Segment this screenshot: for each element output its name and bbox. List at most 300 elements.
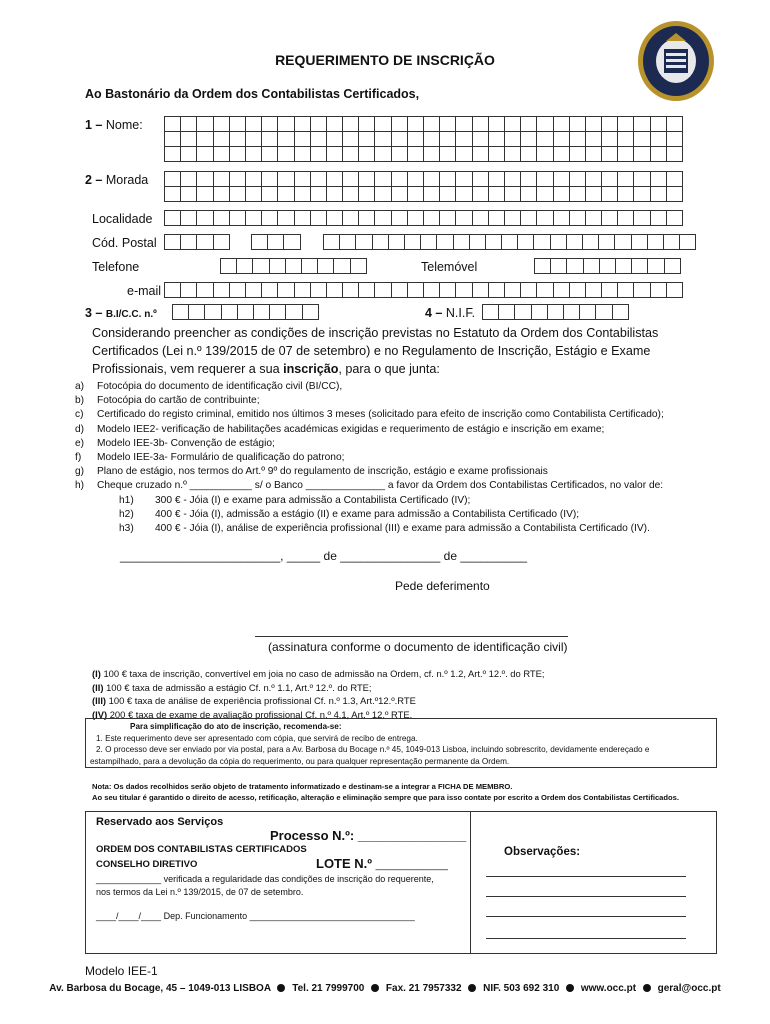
char-box[interactable] — [666, 186, 683, 202]
char-box[interactable] — [204, 304, 221, 320]
char-box[interactable] — [472, 186, 489, 202]
char-box[interactable] — [455, 282, 472, 298]
char-box[interactable] — [180, 282, 197, 298]
char-box[interactable] — [391, 116, 408, 132]
char-box[interactable] — [213, 131, 230, 147]
char-box[interactable] — [261, 186, 278, 202]
char-box[interactable] — [342, 146, 359, 162]
char-box[interactable] — [294, 171, 311, 187]
char-box[interactable] — [423, 210, 440, 226]
char-box[interactable] — [504, 210, 521, 226]
char-box[interactable] — [633, 171, 650, 187]
char-box[interactable] — [488, 116, 505, 132]
char-box[interactable] — [423, 171, 440, 187]
char-box[interactable] — [472, 282, 489, 298]
char-box[interactable] — [536, 210, 553, 226]
char-box[interactable] — [277, 116, 294, 132]
char-box[interactable] — [374, 210, 391, 226]
char-box[interactable] — [553, 186, 570, 202]
char-box[interactable] — [261, 146, 278, 162]
char-box[interactable] — [534, 258, 551, 274]
char-box[interactable] — [285, 304, 302, 320]
cod-postal-grid-b[interactable] — [251, 234, 300, 249]
char-box[interactable] — [269, 258, 286, 274]
char-box[interactable] — [213, 116, 230, 132]
char-box[interactable] — [598, 234, 615, 250]
char-box[interactable] — [196, 186, 213, 202]
char-box[interactable] — [569, 210, 586, 226]
obs-line-4[interactable] — [486, 938, 686, 939]
footer-email[interactable]: geral@occ.pt — [657, 983, 721, 994]
char-box[interactable] — [180, 116, 197, 132]
char-box[interactable] — [439, 282, 456, 298]
char-box[interactable] — [553, 282, 570, 298]
char-box[interactable] — [220, 258, 237, 274]
char-box[interactable] — [285, 258, 302, 274]
char-box[interactable] — [301, 258, 318, 274]
char-box[interactable] — [650, 146, 667, 162]
char-box[interactable] — [423, 116, 440, 132]
char-box[interactable] — [595, 304, 612, 320]
char-box[interactable] — [407, 282, 424, 298]
char-box[interactable] — [633, 186, 650, 202]
char-box[interactable] — [310, 171, 327, 187]
char-box[interactable] — [569, 116, 586, 132]
char-box[interactable] — [585, 186, 602, 202]
char-box[interactable] — [614, 234, 631, 250]
char-box[interactable] — [229, 282, 246, 298]
char-box[interactable] — [333, 258, 350, 274]
char-box[interactable] — [229, 116, 246, 132]
char-box[interactable] — [213, 171, 230, 187]
char-box[interactable] — [196, 282, 213, 298]
char-box[interactable] — [601, 131, 618, 147]
char-box[interactable] — [666, 116, 683, 132]
char-box[interactable] — [579, 304, 596, 320]
char-box[interactable] — [488, 186, 505, 202]
char-box[interactable] — [269, 304, 286, 320]
char-box[interactable] — [310, 131, 327, 147]
char-box[interactable] — [617, 146, 634, 162]
char-box[interactable] — [647, 234, 664, 250]
char-box[interactable] — [326, 146, 343, 162]
char-box[interactable] — [407, 210, 424, 226]
char-box[interactable] — [404, 234, 421, 250]
char-box[interactable] — [520, 131, 537, 147]
char-box[interactable] — [229, 171, 246, 187]
telefone-grid[interactable] — [220, 258, 366, 273]
char-box[interactable] — [407, 171, 424, 187]
char-box[interactable] — [439, 210, 456, 226]
char-box[interactable] — [267, 234, 284, 250]
char-box[interactable] — [455, 210, 472, 226]
char-box[interactable] — [342, 171, 359, 187]
char-box[interactable] — [302, 304, 319, 320]
char-box[interactable] — [358, 282, 375, 298]
char-box[interactable] — [569, 131, 586, 147]
char-box[interactable] — [488, 131, 505, 147]
cod-postal-grid-c[interactable] — [323, 234, 695, 249]
char-box[interactable] — [294, 186, 311, 202]
char-box[interactable] — [164, 186, 181, 202]
char-box[interactable] — [374, 282, 391, 298]
char-box[interactable] — [196, 171, 213, 187]
char-box[interactable] — [164, 146, 181, 162]
char-box[interactable] — [423, 131, 440, 147]
char-box[interactable] — [391, 131, 408, 147]
char-box[interactable] — [245, 131, 262, 147]
char-box[interactable] — [358, 116, 375, 132]
char-box[interactable] — [666, 131, 683, 147]
char-box[interactable] — [633, 131, 650, 147]
char-box[interactable] — [342, 282, 359, 298]
obs-line-3[interactable] — [486, 916, 686, 917]
char-box[interactable] — [172, 304, 189, 320]
char-box[interactable] — [439, 116, 456, 132]
char-box[interactable] — [245, 116, 262, 132]
char-box[interactable] — [423, 282, 440, 298]
char-box[interactable] — [245, 171, 262, 187]
char-box[interactable] — [391, 186, 408, 202]
char-box[interactable] — [180, 146, 197, 162]
char-box[interactable] — [180, 234, 197, 250]
char-box[interactable] — [294, 146, 311, 162]
char-box[interactable] — [553, 146, 570, 162]
char-box[interactable] — [326, 171, 343, 187]
char-box[interactable] — [358, 186, 375, 202]
email-grid[interactable] — [164, 282, 682, 297]
char-box[interactable] — [504, 116, 521, 132]
char-box[interactable] — [180, 131, 197, 147]
char-box[interactable] — [666, 146, 683, 162]
char-box[interactable] — [164, 131, 181, 147]
char-box[interactable] — [585, 210, 602, 226]
char-box[interactable] — [482, 304, 499, 320]
char-box[interactable] — [391, 171, 408, 187]
char-box[interactable] — [374, 146, 391, 162]
cod-postal-grid-a[interactable] — [164, 234, 229, 249]
char-box[interactable] — [472, 146, 489, 162]
char-box[interactable] — [277, 210, 294, 226]
char-box[interactable] — [563, 304, 580, 320]
char-box[interactable] — [261, 131, 278, 147]
char-box[interactable] — [245, 186, 262, 202]
char-box[interactable] — [358, 131, 375, 147]
char-box[interactable] — [213, 282, 230, 298]
char-box[interactable] — [501, 234, 518, 250]
char-box[interactable] — [488, 146, 505, 162]
char-box[interactable] — [310, 146, 327, 162]
char-box[interactable] — [617, 171, 634, 187]
char-box[interactable] — [326, 186, 343, 202]
char-box[interactable] — [472, 171, 489, 187]
char-box[interactable] — [601, 116, 618, 132]
char-box[interactable] — [631, 258, 648, 274]
char-box[interactable] — [647, 258, 664, 274]
char-box[interactable] — [323, 234, 340, 250]
char-box[interactable] — [455, 146, 472, 162]
char-box[interactable] — [355, 234, 372, 250]
char-box[interactable] — [277, 146, 294, 162]
char-box[interactable] — [504, 146, 521, 162]
obs-line-2[interactable] — [486, 896, 686, 897]
char-box[interactable] — [342, 131, 359, 147]
char-box[interactable] — [407, 131, 424, 147]
char-box[interactable] — [585, 131, 602, 147]
char-box[interactable] — [374, 186, 391, 202]
char-box[interactable] — [374, 116, 391, 132]
char-box[interactable] — [196, 210, 213, 226]
processo-field[interactable]: Processo N.º: _______________ — [270, 828, 467, 843]
lote-field[interactable]: LOTE N.º _____________ — [316, 856, 448, 871]
char-box[interactable] — [277, 131, 294, 147]
char-box[interactable] — [229, 186, 246, 202]
char-box[interactable] — [407, 186, 424, 202]
char-box[interactable] — [498, 304, 515, 320]
char-box[interactable] — [423, 186, 440, 202]
char-box[interactable] — [237, 304, 254, 320]
char-box[interactable] — [229, 131, 246, 147]
char-box[interactable] — [488, 210, 505, 226]
char-box[interactable] — [664, 258, 681, 274]
char-box[interactable] — [213, 146, 230, 162]
char-box[interactable] — [164, 116, 181, 132]
char-box[interactable] — [180, 210, 197, 226]
telemovel-grid[interactable] — [534, 258, 680, 273]
char-box[interactable] — [196, 131, 213, 147]
char-box[interactable] — [245, 210, 262, 226]
char-box[interactable] — [439, 146, 456, 162]
char-box[interactable] — [350, 258, 367, 274]
char-box[interactable] — [612, 304, 629, 320]
char-box[interactable] — [633, 282, 650, 298]
char-box[interactable] — [196, 116, 213, 132]
char-box[interactable] — [310, 186, 327, 202]
char-box[interactable] — [547, 304, 564, 320]
char-box[interactable] — [277, 186, 294, 202]
char-box[interactable] — [251, 234, 268, 250]
char-box[interactable] — [536, 131, 553, 147]
char-box[interactable] — [585, 146, 602, 162]
char-box[interactable] — [283, 234, 300, 250]
char-box[interactable] — [585, 282, 602, 298]
char-box[interactable] — [407, 116, 424, 132]
char-box[interactable] — [601, 146, 618, 162]
char-box[interactable] — [601, 282, 618, 298]
char-box[interactable] — [569, 146, 586, 162]
char-box[interactable] — [253, 304, 270, 320]
char-box[interactable] — [517, 234, 534, 250]
char-box[interactable] — [601, 210, 618, 226]
char-box[interactable] — [582, 234, 599, 250]
char-box[interactable] — [617, 282, 634, 298]
char-box[interactable] — [180, 186, 197, 202]
char-box[interactable] — [633, 210, 650, 226]
char-box[interactable] — [650, 186, 667, 202]
char-box[interactable] — [358, 210, 375, 226]
char-box[interactable] — [326, 116, 343, 132]
char-box[interactable] — [391, 282, 408, 298]
char-box[interactable] — [326, 282, 343, 298]
char-box[interactable] — [374, 171, 391, 187]
char-box[interactable] — [277, 282, 294, 298]
char-box[interactable] — [536, 116, 553, 132]
char-box[interactable] — [252, 258, 269, 274]
char-box[interactable] — [277, 171, 294, 187]
char-box[interactable] — [391, 146, 408, 162]
char-box[interactable] — [601, 186, 618, 202]
char-box[interactable] — [650, 282, 667, 298]
char-box[interactable] — [650, 171, 667, 187]
nif-grid[interactable] — [482, 304, 628, 319]
char-box[interactable] — [310, 116, 327, 132]
char-box[interactable] — [569, 171, 586, 187]
char-box[interactable] — [436, 234, 453, 250]
char-box[interactable] — [617, 131, 634, 147]
char-box[interactable] — [455, 171, 472, 187]
char-box[interactable] — [514, 304, 531, 320]
char-box[interactable] — [294, 116, 311, 132]
char-box[interactable] — [310, 210, 327, 226]
footer-web[interactable]: www.occ.pt — [580, 983, 637, 994]
char-box[interactable] — [164, 210, 181, 226]
char-box[interactable] — [633, 116, 650, 132]
char-box[interactable] — [585, 116, 602, 132]
char-box[interactable] — [294, 282, 311, 298]
char-box[interactable] — [420, 234, 437, 250]
char-box[interactable] — [213, 234, 230, 250]
char-box[interactable] — [455, 131, 472, 147]
char-box[interactable] — [679, 234, 696, 250]
char-box[interactable] — [631, 234, 648, 250]
char-box[interactable] — [615, 258, 632, 274]
char-box[interactable] — [585, 171, 602, 187]
char-box[interactable] — [617, 210, 634, 226]
localidade-grid[interactable] — [164, 210, 682, 225]
char-box[interactable] — [245, 146, 262, 162]
char-box[interactable] — [261, 282, 278, 298]
dep-funcionamento-line[interactable]: ____/____/____ Dep. Funcionamento _________________________________ — [96, 911, 415, 921]
char-box[interactable] — [317, 258, 334, 274]
char-box[interactable] — [536, 171, 553, 187]
char-box[interactable] — [261, 210, 278, 226]
obs-line-1[interactable] — [486, 876, 686, 877]
char-box[interactable] — [553, 210, 570, 226]
char-box[interactable] — [439, 186, 456, 202]
char-box[interactable] — [472, 131, 489, 147]
char-box[interactable] — [531, 304, 548, 320]
char-box[interactable] — [245, 282, 262, 298]
char-box[interactable] — [553, 171, 570, 187]
char-box[interactable] — [650, 116, 667, 132]
char-box[interactable] — [342, 116, 359, 132]
char-box[interactable] — [550, 258, 567, 274]
char-box[interactable] — [439, 131, 456, 147]
char-box[interactable] — [221, 304, 238, 320]
char-box[interactable] — [599, 258, 616, 274]
char-box[interactable] — [666, 210, 683, 226]
char-box[interactable] — [633, 146, 650, 162]
char-box[interactable] — [196, 146, 213, 162]
char-box[interactable] — [553, 131, 570, 147]
char-box[interactable] — [504, 131, 521, 147]
char-box[interactable] — [339, 234, 356, 250]
char-box[interactable] — [326, 131, 343, 147]
char-box[interactable] — [388, 234, 405, 250]
char-box[interactable] — [423, 146, 440, 162]
char-box[interactable] — [666, 282, 683, 298]
char-box[interactable] — [469, 234, 486, 250]
char-box[interactable] — [520, 171, 537, 187]
char-box[interactable] — [536, 186, 553, 202]
char-box[interactable] — [533, 234, 550, 250]
char-box[interactable] — [520, 146, 537, 162]
char-box[interactable] — [536, 282, 553, 298]
char-box[interactable] — [488, 282, 505, 298]
char-box[interactable] — [520, 116, 537, 132]
char-box[interactable] — [617, 116, 634, 132]
char-box[interactable] — [164, 282, 181, 298]
char-box[interactable] — [455, 116, 472, 132]
char-box[interactable] — [488, 171, 505, 187]
char-box[interactable] — [180, 171, 197, 187]
char-box[interactable] — [294, 210, 311, 226]
char-box[interactable] — [485, 234, 502, 250]
char-box[interactable] — [550, 234, 567, 250]
char-box[interactable] — [407, 146, 424, 162]
char-box[interactable] — [520, 186, 537, 202]
char-box[interactable] — [310, 282, 327, 298]
char-box[interactable] — [617, 186, 634, 202]
char-box[interactable] — [342, 210, 359, 226]
char-box[interactable] — [536, 146, 553, 162]
char-box[interactable] — [372, 234, 389, 250]
char-box[interactable] — [504, 186, 521, 202]
char-box[interactable] — [213, 186, 230, 202]
char-box[interactable] — [358, 171, 375, 187]
char-box[interactable] — [164, 171, 181, 187]
char-box[interactable] — [566, 258, 583, 274]
char-box[interactable] — [326, 210, 343, 226]
char-box[interactable] — [455, 186, 472, 202]
char-box[interactable] — [439, 171, 456, 187]
char-box[interactable] — [472, 210, 489, 226]
char-box[interactable] — [504, 282, 521, 298]
char-box[interactable] — [261, 171, 278, 187]
char-box[interactable] — [666, 171, 683, 187]
char-box[interactable] — [504, 171, 521, 187]
char-box[interactable] — [164, 234, 181, 250]
char-box[interactable] — [188, 304, 205, 320]
char-box[interactable] — [391, 210, 408, 226]
char-box[interactable] — [583, 258, 600, 274]
char-box[interactable] — [520, 282, 537, 298]
char-box[interactable] — [650, 210, 667, 226]
char-box[interactable] — [229, 210, 246, 226]
char-box[interactable] — [213, 210, 230, 226]
char-box[interactable] — [663, 234, 680, 250]
char-box[interactable] — [520, 210, 537, 226]
char-box[interactable] — [553, 116, 570, 132]
char-box[interactable] — [358, 146, 375, 162]
char-box[interactable] — [453, 234, 470, 250]
char-box[interactable] — [650, 131, 667, 147]
char-box[interactable] — [261, 116, 278, 132]
char-box[interactable] — [294, 131, 311, 147]
char-box[interactable] — [196, 234, 213, 250]
char-box[interactable] — [374, 131, 391, 147]
char-box[interactable] — [566, 234, 583, 250]
